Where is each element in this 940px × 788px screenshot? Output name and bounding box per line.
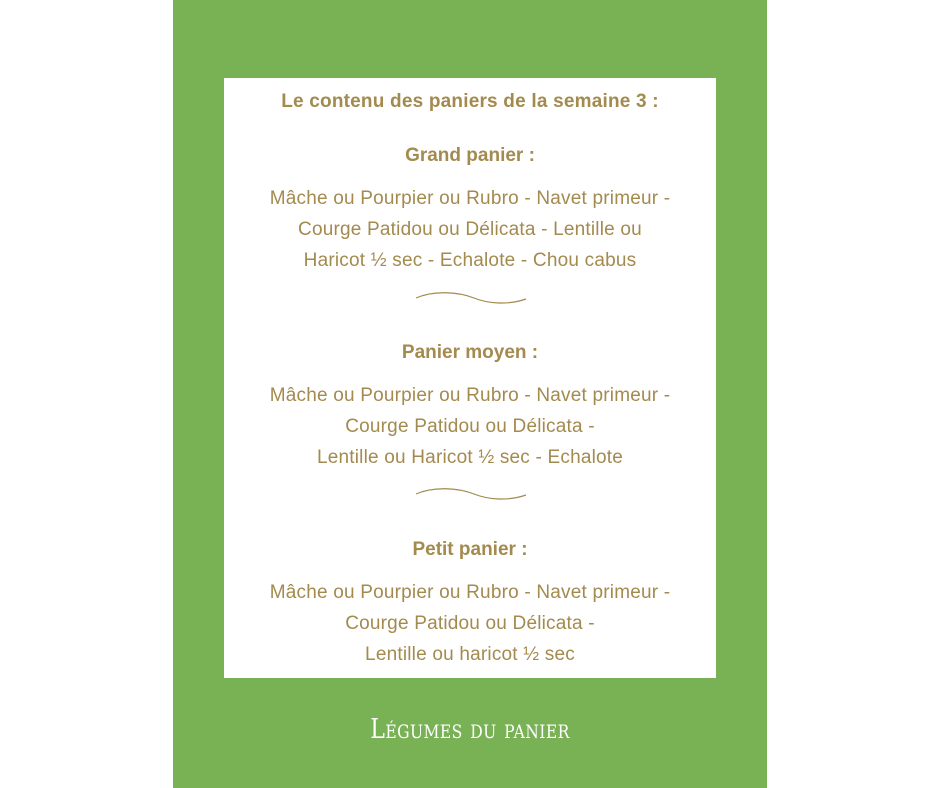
- list-line: Mâche ou Pourpier ou Rubro - Navet primeur -: [269, 582, 671, 603]
- list-line: Lentille ou haricot ½ sec: [365, 644, 575, 665]
- section-list-moyen: [224, 380, 716, 473]
- list-line: Courge Patidou ou Délicata -: [345, 416, 595, 437]
- section-heading-grand: Grand panier :: [405, 145, 535, 166]
- wavy-divider-icon: [414, 484, 528, 504]
- list-line: Mâche ou Pourpier ou Rubro - Navet primeur -: [269, 188, 671, 209]
- footer-label: Légumes du panier: [370, 714, 570, 745]
- card-title: Le contenu des paniers de la semaine 3 :: [281, 91, 659, 112]
- section-list-grand: [224, 183, 716, 276]
- section-heading-moyen: Panier moyen :: [401, 342, 539, 363]
- list-line: Mâche ou Pourpier ou Rubro - Navet primeur -: [269, 385, 671, 406]
- section-heading-petit: Petit panier :: [412, 539, 528, 560]
- list-line: Courge Patidou ou Délicata - Lentille ou: [298, 219, 642, 240]
- list-line: Haricot ½ sec - Echalote - Chou cabus: [303, 250, 637, 271]
- section-list-petit: [224, 577, 716, 670]
- list-line: Courge Patidou ou Délicata -: [345, 613, 595, 634]
- wavy-divider-icon: [414, 288, 528, 308]
- basket-contents-card: [224, 78, 716, 678]
- list-line: Lentille ou Haricot ½ sec - Echalote: [316, 447, 624, 468]
